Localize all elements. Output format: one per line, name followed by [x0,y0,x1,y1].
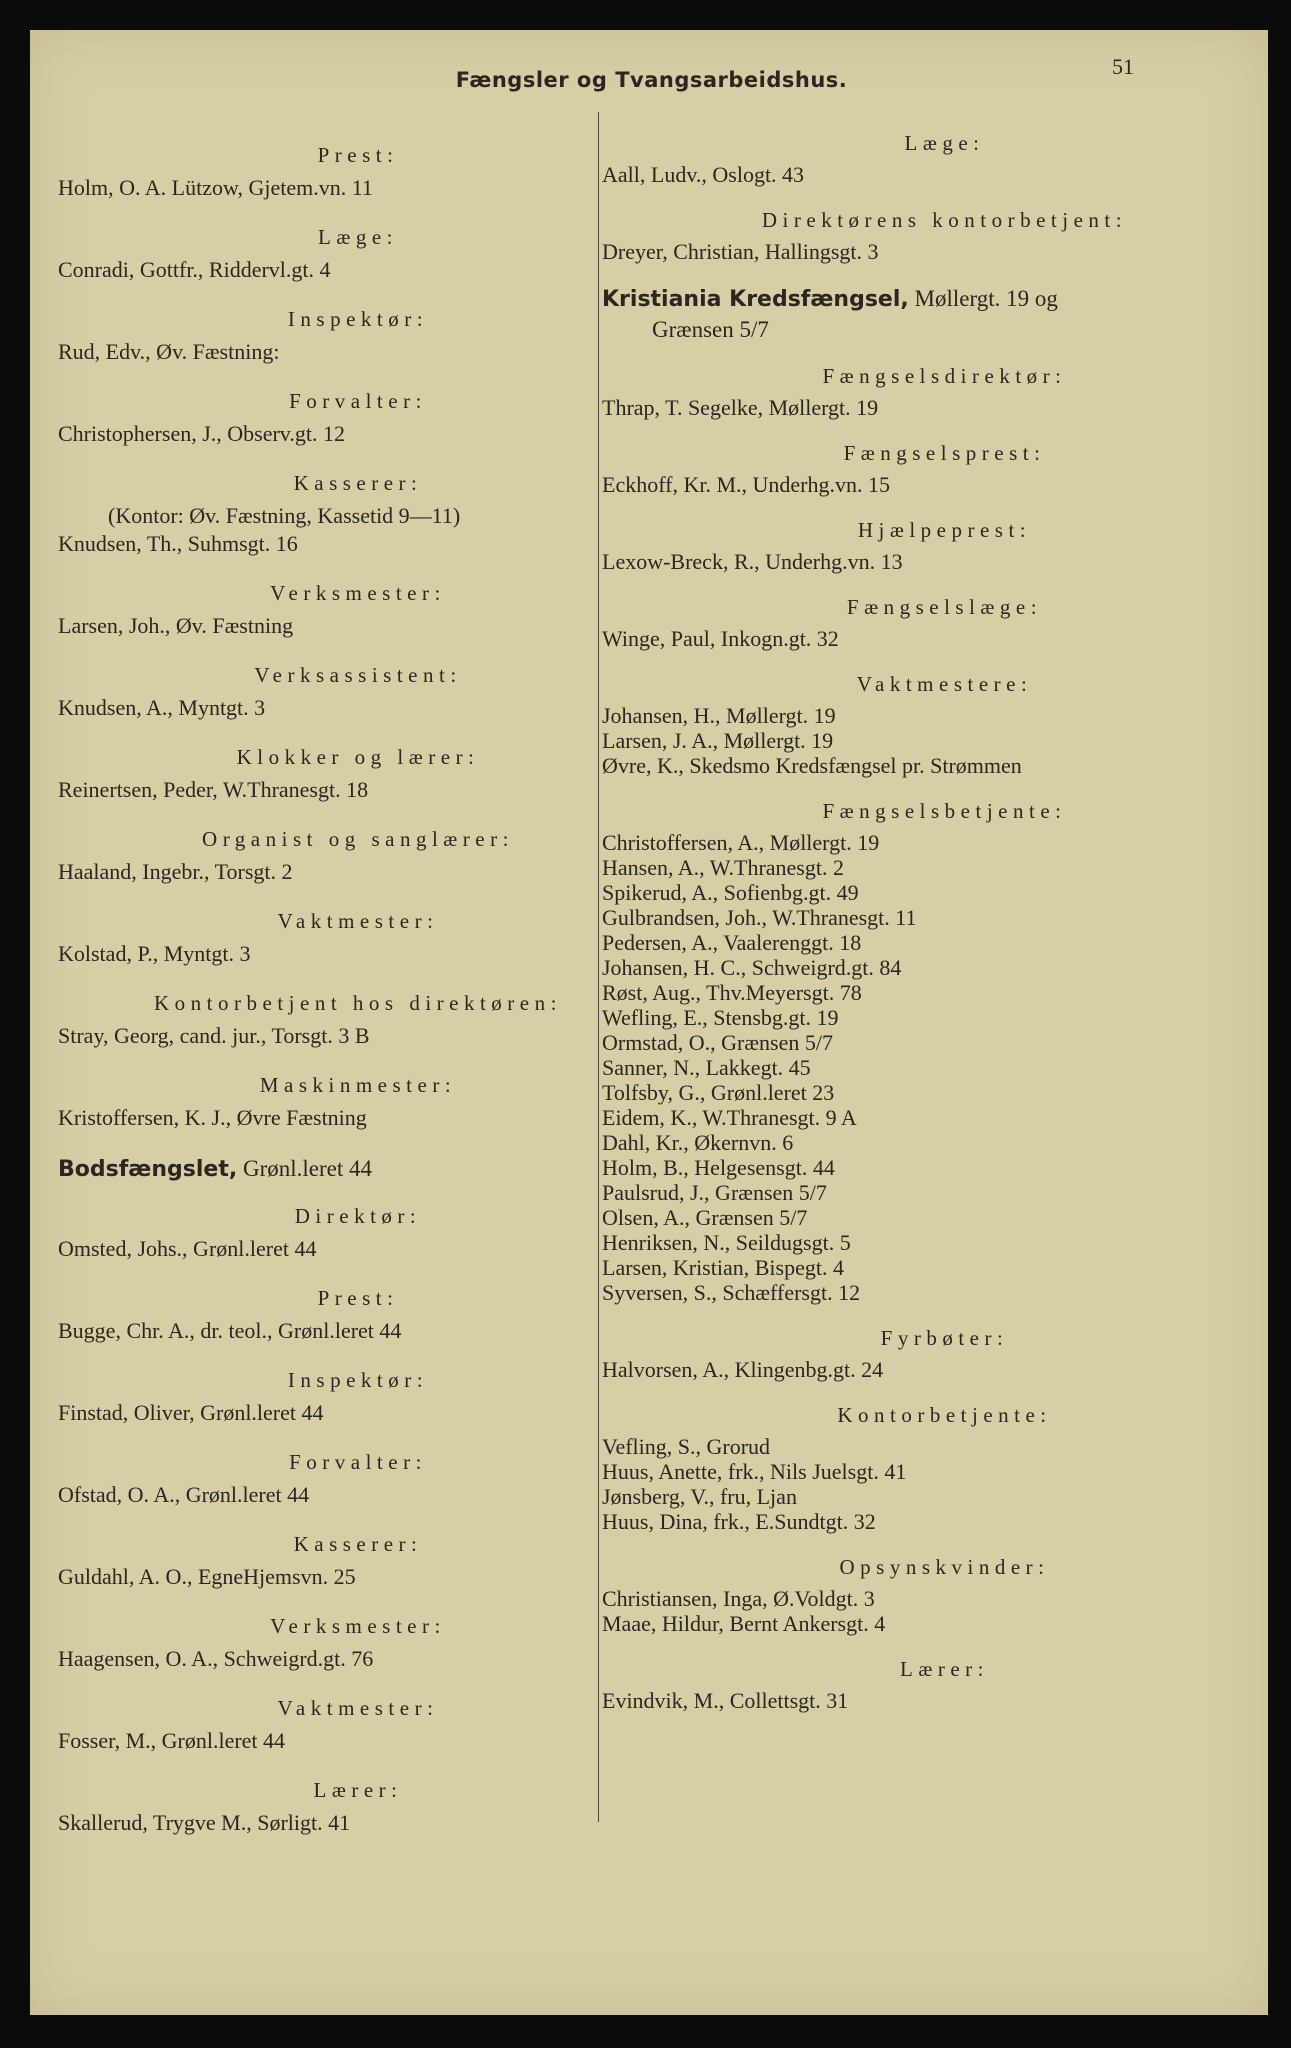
directory-entry: Maae, Hildur, Bernt Ankersgt. 4 [602,1611,886,1636]
left-column [58,142,618,1859]
directory-entry: Finstad, Oliver, Grønl.leret 44 [58,1400,324,1425]
directory-entry: Omsted, Johs., Grønl.leret 44 [58,1236,317,1261]
role-section [58,1203,618,1263]
directory-entry: Evindvik, M., Collettsgt. 31 [602,1688,849,1713]
role-section [58,224,618,284]
office-hours-note: (Kontor: Øv. Fæstning, Kassetid 9—11) [108,503,461,528]
directory-entry: Knudsen, Th., Suhmsgt. 16 [58,531,298,556]
directory-entry: Paulsrud, J., Grænsen 5/7 [602,1180,827,1205]
directory-entry: Fosser, M., Grønl.leret 44 [58,1728,286,1753]
institution-address: Møllergt. 19 og [914,286,1058,311]
directory-entry: Guldahl, A. O., EgneHjemsvn. 25 [58,1564,356,1589]
directory-entry: Ormstad, O., Grænsen 5/7 [602,1030,833,1055]
role-heading: Fængselsprest: [843,441,1046,465]
directory-entry: Dreyer, Christian, Hallingsgt. 3 [602,239,879,264]
role-section [58,1613,618,1673]
role-heading: Klokker og lærer: [236,745,480,769]
institution-address-cont: Grænsen 5/7 [652,317,769,342]
role-section [58,662,618,722]
directory-entry: Hansen, A., W.Thranesgt. 2 [602,855,844,880]
role-heading: Kontorbetjente: [837,1403,1052,1427]
role-heading: Verksmester: [270,581,446,605]
role-heading: Direktør: [294,1204,422,1228]
role-section [58,908,618,968]
page-header: Fængsler og Tvangsarbeidshus. [455,68,848,92]
directory-entry: Pedersen, A., Vaalerenggt. 18 [602,930,862,955]
institution-name: Bodsfængslet, [58,1157,238,1182]
directory-entry: Aall, Ludv., Oslogt. 43 [602,162,805,187]
directory-entry: Haaland, Ingebr., Torsgt. 2 [58,859,293,884]
directory-entry: Johansen, H. C., Schweigrd.gt. 84 [602,955,902,980]
directory-entry: Henriksen, N., Seildugsgt. 5 [602,1230,851,1255]
role-section [602,1402,1247,1534]
role-heading: Læge: [904,131,985,155]
directory-entry: Holm, B., Helgesensgt. 44 [602,1155,835,1180]
directory-entry: Kristoffersen, K. J., Øvre Fæstning [58,1105,367,1130]
directory-entry: Rud, Edv., Øv. Fæstning: [58,339,280,364]
role-heading: Kasserer: [293,471,423,495]
role-section [602,798,1247,1305]
directory-entry: Conradi, Gottfr., Riddervl.gt. 4 [58,257,331,282]
role-heading: Direktørens kontorbetjent: [761,208,1128,232]
institution-address: Grønl.leret 44 [242,1156,372,1181]
role-heading: Forvalter: [289,389,427,413]
role-section [58,1367,618,1427]
role-heading: Fyrbøter: [880,1326,1009,1350]
role-section [58,1777,618,1837]
directory-entry: Thrap, T. Segelke, Møllergt. 19 [602,395,879,420]
institution-heading [58,1154,618,1185]
directory-entry: Holm, O. A. Lützow, Gjetem.vn. 11 [58,175,373,200]
directory-entry: Stray, Georg, cand. jur., Torsgt. 3 B [58,1023,370,1048]
institution-name: Kristiania Kredsfængsel, [602,287,909,312]
institution-heading [602,284,1247,345]
role-heading: Vaktmestere: [856,672,1033,696]
directory-entry: Dahl, Kr., Økernvn. 6 [602,1130,794,1155]
directory-entry: Johansen, H., Møllergt. 19 [602,703,836,728]
right-column [602,130,1247,1733]
role-heading: Kontorbetjent hos direktøren: [154,991,562,1015]
role-heading: Vaktmester: [277,1696,439,1720]
directory-entry: Larsen, J. A., Møllergt. 19 [602,728,834,753]
directory-entry: Winge, Paul, Inkogn.gt. 32 [602,626,839,651]
right-sections-a [602,130,1247,264]
directory-entry: Huus, Anette, frk., Nils Juelsgt. 41 [602,1459,907,1484]
directory-entry: Reinertsen, Peder, W.Thranesgt. 18 [58,777,369,802]
right-sections-b [602,363,1247,1713]
directory-entry: Christophersen, J., Observ.gt. 12 [58,421,345,446]
role-section [58,1072,618,1132]
role-heading: Inspektør: [287,307,429,331]
directory-entry: Bugge, Chr. A., dr. teol., Grønl.leret 44 [58,1318,402,1343]
role-heading: Hjælpeprest: [857,518,1032,542]
directory-entry: Jønsberg, V., fru, Ljan [602,1484,797,1509]
directory-entry: Larsen, Kristian, Bispegt. 4 [602,1255,844,1280]
directory-entry: Halvorsen, A., Klingenbg.gt. 24 [602,1357,884,1382]
directory-entry: Knudsen, A., Myntgt. 3 [58,695,266,720]
directory-entry: Eidem, K., W.Thranesgt. 9 A [602,1105,857,1130]
role-heading: Prest: [317,1286,399,1310]
kasserer-section [58,470,618,558]
directory-page [30,30,1268,2015]
role-section [58,142,618,202]
role-heading: Lærer: [313,1778,403,1802]
role-section [602,594,1247,651]
directory-entry: Øvre, K., Skedsmo Kredsfængsel pr. Strømmen [602,753,1022,778]
role-section [58,1449,618,1509]
role-heading: Lærer: [900,1657,989,1681]
directory-entry: Sanner, N., Lakkegt. 45 [602,1055,811,1080]
role-section [602,1656,1247,1713]
role-section [58,1531,618,1591]
role-heading: Verksassistent: [254,663,462,687]
role-heading: Læge: [318,225,398,249]
directory-entry: Christoffersen, A., Møllergt. 19 [602,830,880,855]
role-section [602,363,1247,420]
role-heading: Opsynskvinder: [839,1555,1050,1579]
page-number: 51 [1112,54,1134,79]
role-heading: Forvalter: [289,1450,427,1474]
role-section [58,744,618,804]
directory-entry: Wefling, E., Stensbg.gt. 19 [602,1005,839,1030]
role-section [602,517,1247,574]
role-section [602,130,1247,187]
role-section [58,990,618,1050]
left-sections-a [58,142,618,448]
role-heading: Fængselsbetjente: [822,799,1067,823]
role-section [602,440,1247,497]
role-section [58,1695,618,1755]
directory-entry: Ofstad, O. A., Grønl.leret 44 [58,1482,310,1507]
role-heading: Prest: [317,143,399,167]
directory-entry: Christiansen, Inga, Ø.Voldgt. 3 [602,1586,875,1611]
role-section [602,207,1247,264]
directory-entry: Vefling, S., Grorud [602,1434,771,1459]
directory-entry: Lexow-Breck, R., Underhg.vn. 13 [602,549,903,574]
role-heading: Verksmester: [270,1614,446,1638]
role-heading: Fængselsdirektør: [822,364,1067,388]
left-sections-b [58,580,618,1132]
role-section [58,580,618,640]
role-heading: Maskinmester: [259,1073,457,1097]
role-section [58,826,618,886]
role-section [58,306,618,366]
directory-entry: Olsen, A., Grænsen 5/7 [602,1205,808,1230]
role-section [602,671,1247,778]
role-section [602,1325,1247,1382]
directory-entry: Larsen, Joh., Øv. Fæstning [58,613,294,638]
role-heading: Kasserer: [293,1532,423,1556]
directory-entry: Kolstad, P., Myntgt. 3 [58,941,251,966]
directory-entry: Skallerud, Trygve M., Sørligt. 41 [58,1810,351,1835]
directory-entry: Tolfsby, G., Grønl.leret 23 [602,1080,835,1105]
directory-entry: Spikerud, A., Sofienbg.gt. 49 [602,880,859,905]
left-sections-c [58,1203,618,1837]
directory-entry: Eckhoff, Kr. M., Underhg.vn. 15 [602,472,890,497]
role-heading: Fængselslæge: [846,595,1043,619]
directory-entry: Huus, Dina, frk., E.Sundtgt. 32 [602,1509,876,1534]
role-section [58,388,618,448]
directory-entry: Røst, Aug., Thv.Meyersgt. 78 [602,980,862,1005]
role-section [58,1285,618,1345]
role-heading: Organist og sanglærer: [202,827,514,851]
directory-entry: Syversen, S., Schæffersgt. 12 [602,1280,861,1305]
role-heading: Inspektør: [287,1368,429,1392]
directory-entry: Gulbrandsen, Joh., W.Thranesgt. 11 [602,905,917,930]
role-heading: Vaktmester: [277,909,439,933]
directory-entry: Haagensen, O. A., Schweigrd.gt. 76 [58,1646,374,1671]
role-section [602,1554,1247,1636]
